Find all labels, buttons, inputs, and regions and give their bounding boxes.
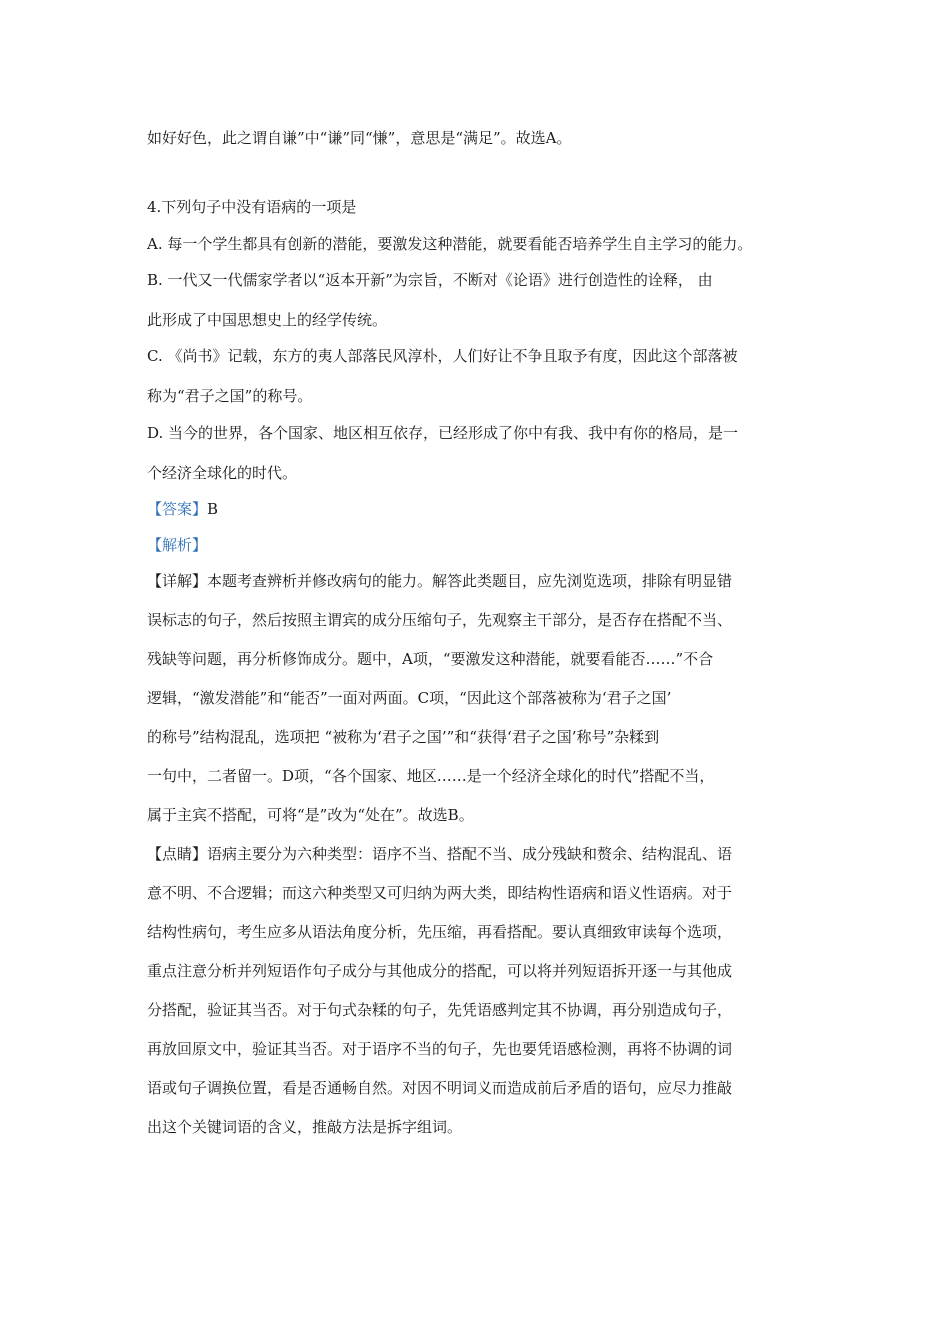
tip-line: 意不明、不合逻辑；而这六种类型又可归纳为两大类，即结构性语病和语义性语病。对于	[147, 884, 733, 902]
analysis-label: 【解析】	[147, 536, 208, 554]
tip-line: 再放回原文中，验证其当否。对于语序不当的句子，先也要凭语感检测，再将不协调的词	[147, 1040, 733, 1058]
tip-line: 结构性病句，考生应多从语法角度分析，先压缩，再看搭配。要认真细致审读每个选项，	[147, 923, 733, 941]
answer-line	[147, 499, 218, 519]
option-a: A. 每一个学生都具有创新的潜能，要激发这种潜能，就要看能否培养学生自主学习的能力。	[147, 235, 753, 253]
answer-label: 【答案】	[147, 500, 208, 518]
tip-line: 【点睛】语病主要分为六种类型：语序不当、搭配不当、成分残缺和赘余、结构混乱、语	[147, 845, 733, 863]
tip-line: 语或句子调换位置，看是否通畅自然。对因不明词义而造成前后矛盾的语句，应尽力推敲	[147, 1079, 733, 1097]
detail-line: 误标志的句子，然后按照主谓宾的成分压缩句子，先观察主干部分，是否存在搭配不当、	[147, 611, 733, 629]
detail-line: 一句中，二者留一。D项，“各个国家、地区……是一个经济全球化的时代”搭配不当，	[147, 767, 715, 785]
option-c-line-2: 称为“君子之国”的称号。	[147, 387, 313, 405]
option-d-line-2: 个经济全球化的时代。	[147, 464, 298, 482]
option-c-line-1: C. 《尚书》记载，东方的夷人部落民风淳朴，人们好让不争且取予有度，因此这个部落被	[147, 347, 738, 365]
tip-line: 分搭配，验证其当否。对于句式杂糅的句子，先凭语感判定其不协调，再分别造成句子，	[147, 1001, 733, 1019]
tip-line: 出这个关键词语的含义，推敲方法是拆字组词。	[147, 1118, 463, 1136]
detail-line: 残缺等问题，再分析修饰成分。题中，A项，“要激发这种潜能，就要看能否……”不合	[147, 650, 714, 668]
option-b-line-1: B. 一代又一代儒家学者以“返本开新”为宗旨，不断对《论语》进行创造性的诠释， 由	[147, 271, 713, 289]
detail-line: 【详解】本题考查辨析并修改病句的能力。解答此类题目，应先浏览选项，排除有明显错	[147, 572, 733, 590]
detail-line: 逻辑，“激发潜能”和“能否”一面对两面。C项，“因此这个部落被称为‘君子之国’	[147, 689, 672, 707]
option-d-line-1: D. 当今的世界，各个国家、地区相互依存，已经形成了你中有我、我中有你的格局，是一	[147, 424, 739, 442]
detail-line: 的称号”结构混乱，选项把 “被称为‘君子之国’”和“获得‘君子之国’称号”杂糅到	[147, 728, 660, 746]
intro-line: 如好好色，此之谓自谦”中“谦”同“慊”，意思是“满足”。故选A。	[147, 129, 572, 147]
answer-value: B	[207, 500, 219, 518]
option-b-line-2: 此形成了中国思想史上的经学传统。	[147, 311, 388, 329]
tip-line: 重点注意分析并列短语作句子成分与其他成分的搭配，可以将并列短语拆开逐一与其他成	[147, 962, 733, 980]
question-stem: 4.下列句子中没有语病的一项是	[147, 198, 357, 216]
detail-line: 属于主宾不搭配，可将“是”改为“处在”。故选B。	[147, 806, 474, 824]
